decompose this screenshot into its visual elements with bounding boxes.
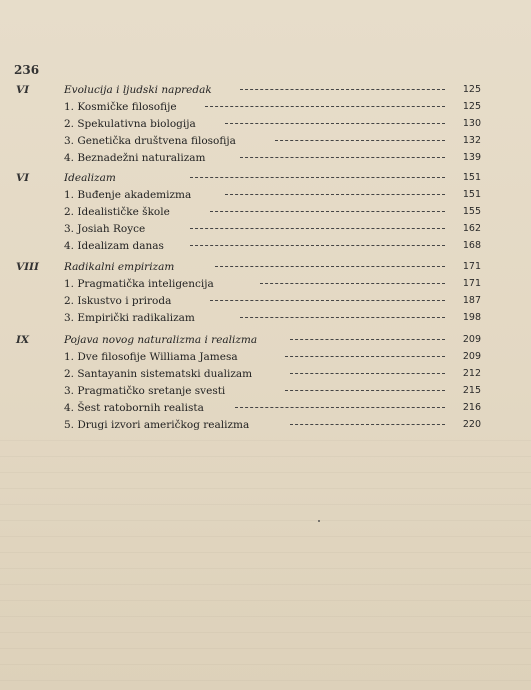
chapter-heading: [0, 332, 531, 348]
chapter-page: 151: [462, 172, 481, 183]
item-label: 2. Idealističke škole: [64, 206, 170, 218]
toc-item: [0, 366, 531, 382]
toc-item: [0, 204, 531, 220]
leader-dashes: [215, 266, 445, 267]
item-label: 1. Dve filosofije Williama Jamesa: [64, 351, 238, 363]
chapter-title: Radikalni empirizam: [64, 261, 175, 273]
leader-dashes: [285, 356, 445, 357]
item-label: 3. Genetička društvena filosofija: [64, 135, 236, 147]
leader-dashes: [210, 211, 445, 212]
show-through-texture: [0, 440, 531, 690]
chapter-heading: [0, 259, 531, 275]
leader-dashes: [290, 339, 445, 340]
chapter-numeral: VIII: [16, 261, 39, 273]
leader-dashes: [205, 106, 445, 107]
toc-item: [0, 293, 531, 309]
toc-item: [0, 310, 531, 326]
toc-item: [0, 400, 531, 416]
toc-item: [0, 150, 531, 166]
item-label: 5. Drugi izvori američkog realizma: [64, 419, 250, 431]
toc-item: [0, 187, 531, 203]
leader-dashes: [225, 123, 445, 124]
item-label: 4. Beznadežni naturalizam: [64, 152, 206, 164]
item-page: 198: [462, 312, 481, 323]
item-label: 3. Josiah Royce: [64, 223, 146, 235]
item-page: 212: [462, 368, 481, 379]
chapter-numeral: IX: [16, 334, 30, 346]
item-label: 3. Empirički radikalizam: [64, 312, 195, 324]
item-page: 171: [462, 278, 481, 289]
item-page: 151: [462, 189, 481, 200]
chapter-page: 209: [462, 334, 481, 345]
chapter-page: 125: [462, 84, 481, 95]
chapter-page: 171: [462, 261, 481, 272]
item-label: 3. Pragmatičko sretanje svesti: [64, 385, 226, 397]
item-label: 2. Iskustvo i priroda: [64, 295, 172, 307]
leader-dashes: [240, 157, 445, 158]
leader-dashes: [285, 390, 445, 391]
chapter-numeral: VI: [16, 172, 30, 184]
leader-dashes: [235, 407, 445, 408]
toc-item: [0, 99, 531, 115]
item-label: 2. Spekulativna biologija: [64, 118, 196, 130]
leader-dashes: [240, 317, 445, 318]
ink-speck: [318, 520, 320, 522]
item-page: 168: [462, 240, 481, 251]
chapter-numeral: VI: [16, 84, 30, 96]
leader-dashes: [275, 140, 445, 141]
item-page: 155: [462, 206, 481, 217]
item-label: 2. Santayanin sistematski dualizam: [64, 368, 253, 380]
leader-dashes: [190, 177, 445, 178]
item-page: 162: [462, 223, 481, 234]
item-label: 1. Kosmičke filosofije: [64, 101, 177, 113]
leader-dashes: [190, 228, 445, 229]
item-page: 216: [462, 402, 481, 413]
toc-item: [0, 221, 531, 237]
toc-item: [0, 116, 531, 132]
chapter-title: Pojava novog naturalizma i realizma: [64, 334, 258, 346]
item-page: 209: [462, 351, 481, 362]
item-page: 132: [462, 135, 481, 146]
item-label: 4. Idealizam danas: [64, 240, 164, 252]
toc-item: [0, 133, 531, 149]
toc-item: [0, 349, 531, 365]
leader-dashes: [210, 300, 445, 301]
chapter-title: Evolucija i ljudski napredak: [64, 84, 212, 96]
item-page: 130: [462, 118, 481, 129]
item-page: 125: [462, 101, 481, 112]
chapter-heading: [0, 82, 531, 98]
leader-dashes: [190, 245, 445, 246]
page-number: 236: [14, 63, 40, 77]
item-page: 139: [462, 152, 481, 163]
toc-item: [0, 276, 531, 292]
item-label: 4. Šest ratobornih realista: [64, 402, 204, 414]
leader-dashes: [260, 283, 445, 284]
chapter-heading: [0, 170, 531, 186]
toc-item: [0, 238, 531, 254]
leader-dashes: [290, 424, 445, 425]
toc-item: [0, 383, 531, 399]
chapter-title: Idealizam: [64, 172, 116, 184]
item-label: 1. Pragmatička inteligencija: [64, 278, 214, 290]
toc-item: [0, 417, 531, 433]
leader-dashes: [240, 89, 445, 90]
leader-dashes: [290, 373, 445, 374]
item-label: 1. Buđenje akademizma: [64, 189, 192, 201]
leader-dashes: [225, 194, 445, 195]
item-page: 187: [462, 295, 481, 306]
item-page: 220: [462, 419, 481, 430]
item-page: 215: [462, 385, 481, 396]
